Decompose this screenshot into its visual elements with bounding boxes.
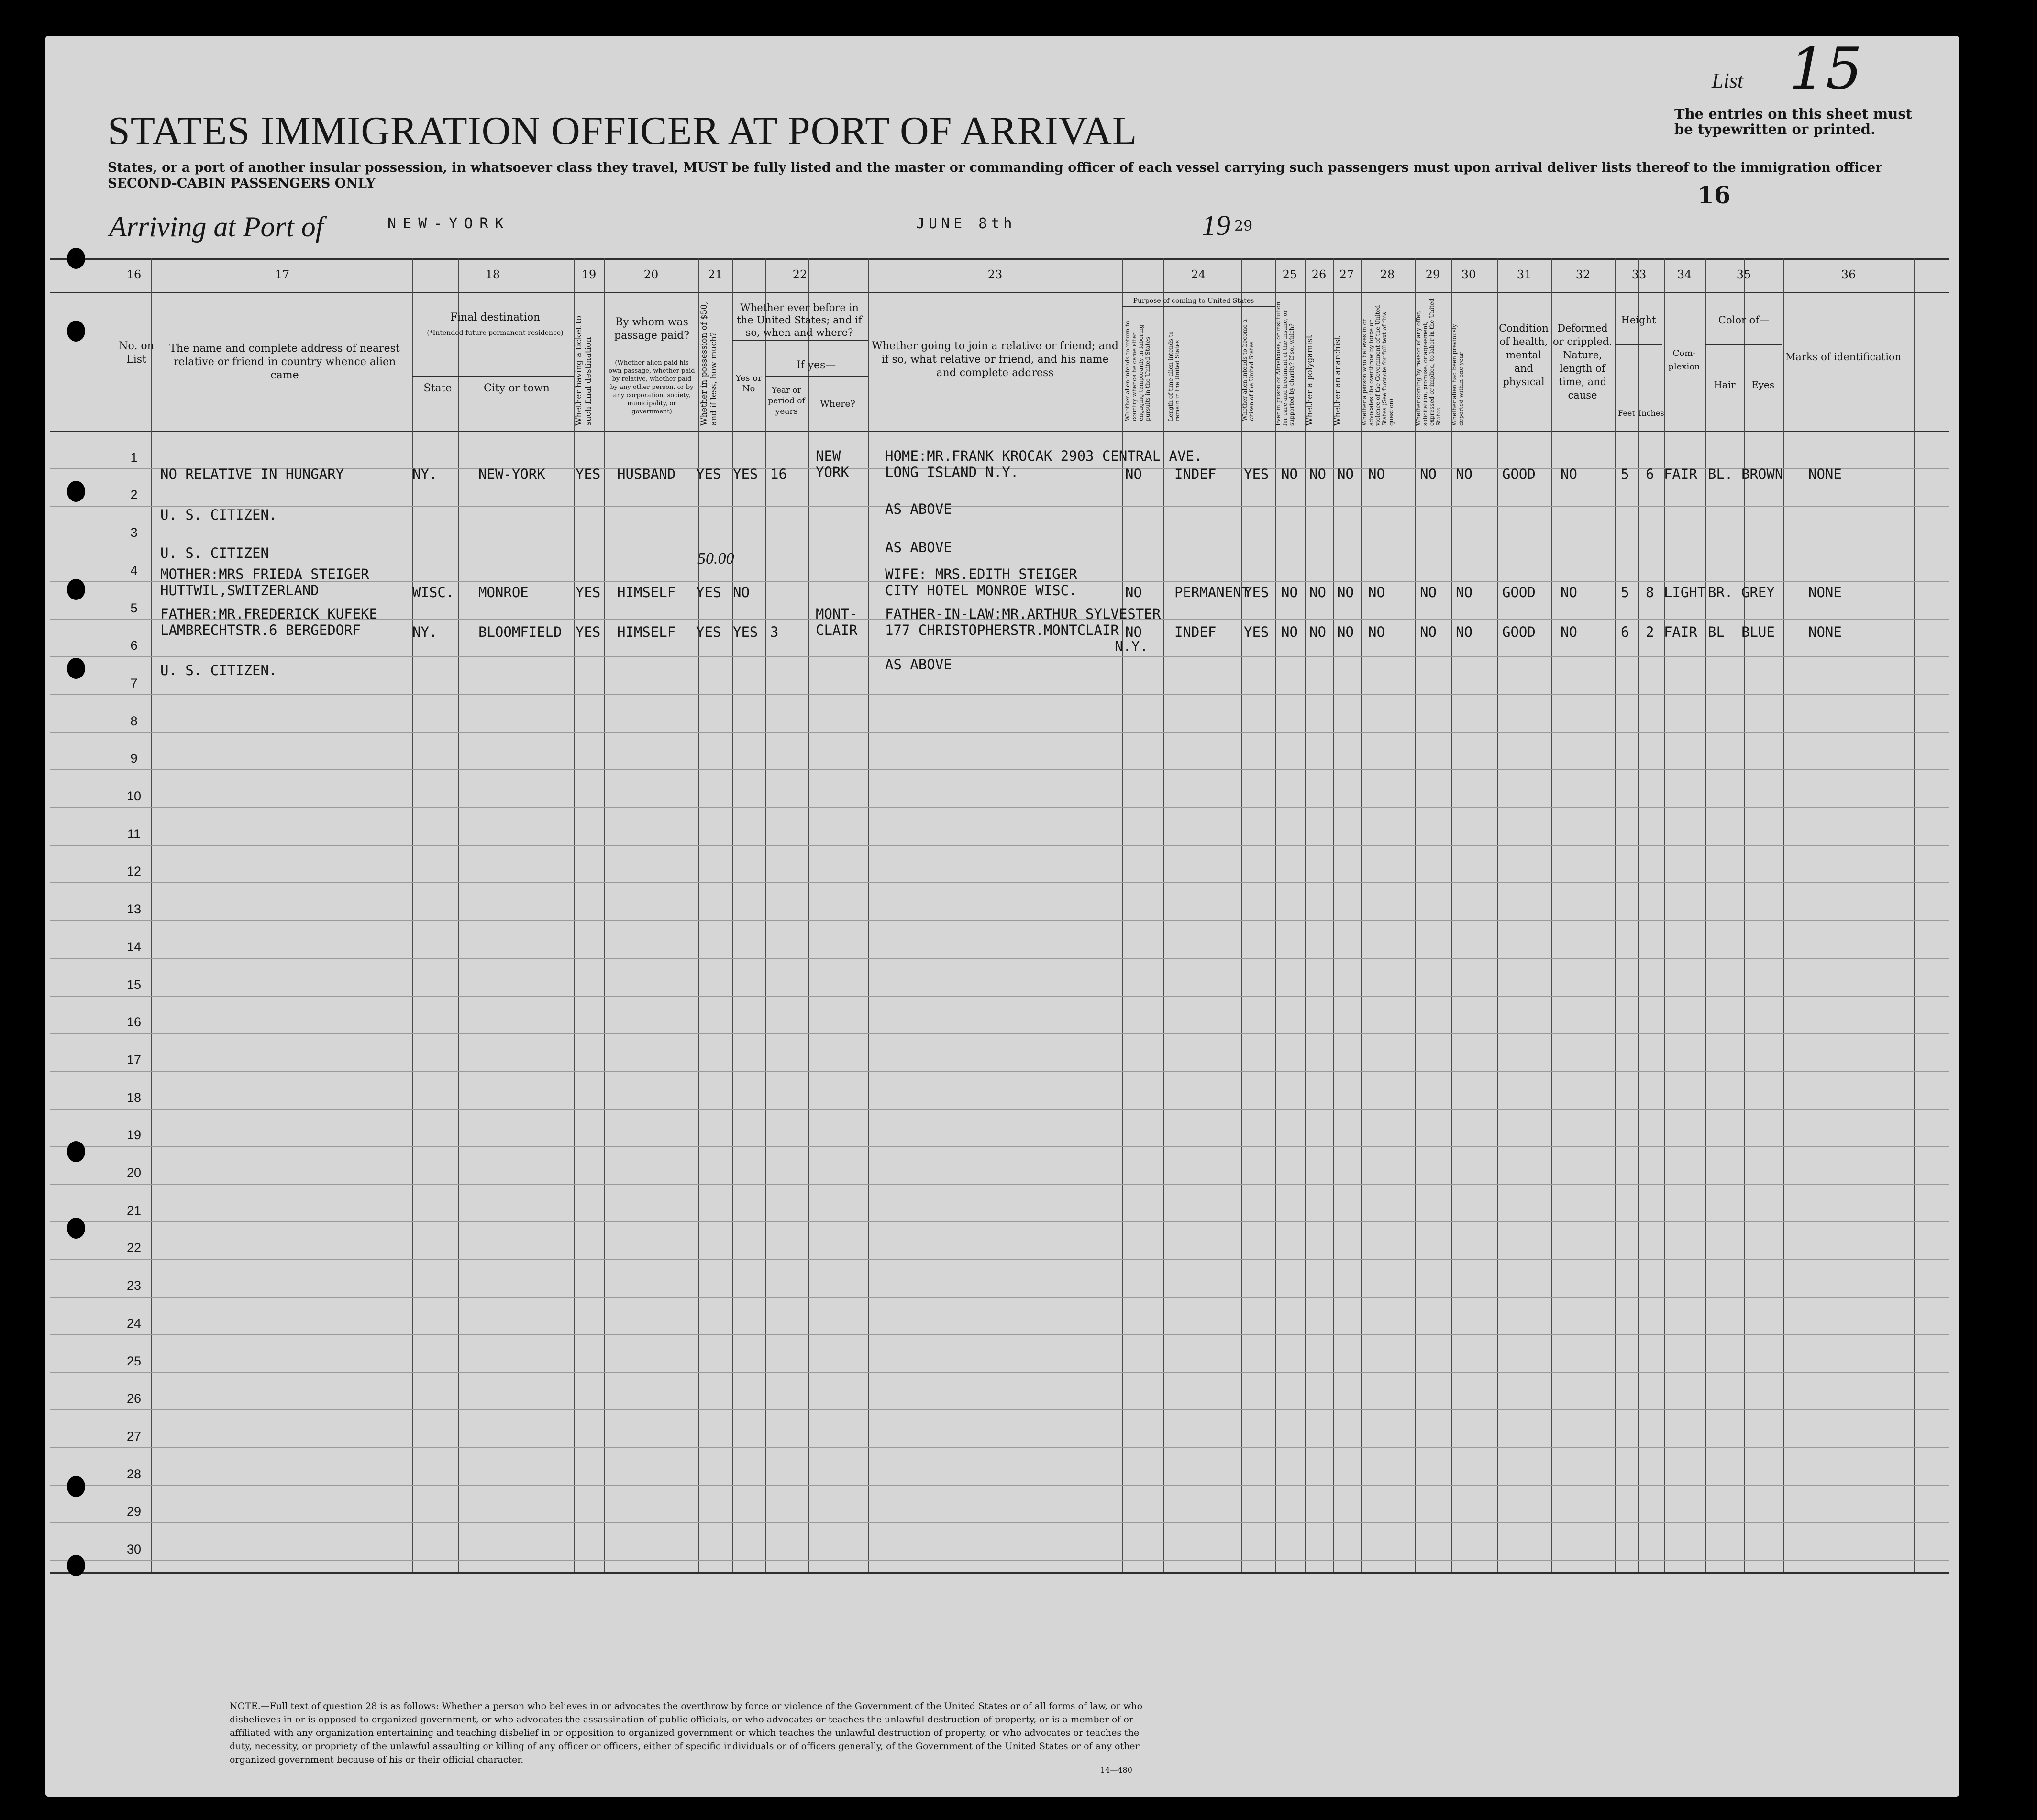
instructions-line-2: SECOND-CABIN PASSENGERS ONLY [108,176,376,191]
cell-eyes: BROWN [1741,466,1783,482]
column-number: 17 [275,268,290,281]
row-line [50,694,1949,695]
instructions-line-1: States, or a port of another insular possession, in whatsoever class they travel, MUST be fully listed and the master or commanding officer of each vessel carrying such passengers must upon arrival deliver lists thereof to the immigration officer [108,160,1882,175]
cell-marks: NONE [1808,584,1842,600]
row-number: 20 [126,1165,142,1180]
cell-deformed: NO [1561,624,1577,640]
cell-where: MONT- [816,606,858,622]
header-anarchist: Whether an anarchist [1333,336,1342,426]
cell-years: 3 [770,624,779,640]
row-number: 9 [130,751,138,766]
column-divider [1744,258,1745,1572]
cell-q30: NO [1456,584,1472,600]
cell-relative-line2: LAMBRECHTSTR.6 BERGEDORF [160,622,361,638]
purpose-split [1122,306,1275,307]
form-code: 14—480 [1100,1765,1132,1775]
row-line [50,958,1949,959]
column-divider [732,258,733,1572]
cell-complexion: FAIR [1664,466,1697,482]
binder-hole [67,481,85,502]
cell-inches: 2 [1646,624,1654,640]
cell-health: GOOD [1502,624,1536,640]
cell-joining-line3: N.Y. [1115,638,1148,655]
header-city: City or town [484,382,550,394]
header-purpose-return: Whether alien intends to return to country whence he came after engaging temporarily in laboring pursuits in the United States [1124,321,1151,421]
cell-relative: U. S. CITIZEN. [160,662,277,678]
table-bottom-border [50,1572,1949,1574]
column-divider [604,258,605,1572]
color-split [1705,344,1782,345]
row-number: 16 [126,1015,142,1030]
cell-passage: HUSBAND [617,466,676,482]
row-number: 10 [126,789,142,803]
column-number: 26 [1311,268,1327,281]
column-divider [1275,258,1276,1572]
row-line [50,1522,1949,1523]
header-marks: Marks of identification [1785,351,1902,363]
column-divider [458,258,459,1572]
cell-fifty: YES [696,466,721,482]
arrival-date: JUNE 8th [916,215,1016,232]
cell-ticket: YES [576,584,601,600]
row-number: 24 [126,1316,142,1331]
cell-q30: NO [1456,466,1472,482]
header-joining: Whether going to join a relative or friend; and if so, what relative or friend, and his name and complete address [872,340,1118,379]
row-number: 5 [130,600,138,615]
column-divider [1451,258,1452,1572]
row-number: 29 [126,1504,142,1519]
header-complexion: Com-plexion [1668,348,1700,372]
cell-inches: 6 [1646,466,1654,482]
final-destination-split [412,376,574,377]
cell-fifty: YES [696,624,721,640]
cell-feet: 6 [1621,624,1629,640]
cell-q28: NO [1368,466,1385,482]
cell-return: NO [1125,584,1142,600]
header-q30: Whether alien had been previously deported within one year [1451,324,1464,426]
header-state: State [423,382,452,394]
header-purpose: Purpose of coming to United States [1133,297,1254,305]
column-number: 30 [1461,268,1476,281]
row-number: 2 [130,488,138,502]
cell-complexion: FAIR [1664,624,1697,640]
cell-anarchist: NO [1337,584,1354,600]
cell-polygamist: NO [1309,466,1326,482]
list-number: 15 [1789,36,1862,102]
column-divider [1705,258,1706,1572]
cell-joining-line2: 177 CHRISTOPHERSTR.MONTCLAIR [885,622,1119,638]
row-number: 30 [126,1542,142,1556]
header-deformed: Deformed or crippled. Nature, length of time, and cause [1552,322,1613,401]
cell-joining: FATHER-IN-LAW:MR.ARTHUR SYLVESTER [885,606,1161,622]
column-divider [1241,258,1242,1572]
cell-before: YES [733,624,758,640]
binder-hole [67,1141,85,1162]
binder-hole [67,1555,85,1576]
row-number: 13 [126,902,142,917]
header-purpose-length: Length of time alien intends to remain in the United States [1167,331,1181,421]
footnote: NOTE.—Full text of question 28 is as follows: Whether a person who believes in or advocates the overthrow by force or violence of the Government of the United States or of all forms of law, or who disbelieves in or is opposed to organized government, or who advocates the assassination of public officials, or who advocates or teaches the unlawful destruction of property, or is a member of or affiliated with any organization entertaining and teaching disbelief in or opposition to organized government or which teaches the unlawful destruction of property, or who advocates or teaches the duty, necessity, or propriety of the unlawful assaulting or killing of any officer or officers, either of specific individuals or of officers generally, of the Government of the United States or of any other organized government because of his or their official character. [230,1701,1143,1765]
row-number: 7 [130,676,138,690]
before-us-split [732,340,868,341]
cell-where-line2: YORK [816,464,849,480]
cell-ticket: YES [576,466,601,482]
row-line [50,1109,1949,1110]
binder-hole [67,658,85,679]
header-fifty-dollars: Whether in possession of $50, and if less, how much? [699,301,719,426]
row-number: 21 [126,1203,142,1218]
cell-deformed: NO [1561,584,1577,600]
cell-q29: NO [1420,466,1437,482]
row-line [50,1334,1949,1335]
cell-state: WISC. [412,584,454,600]
column-divider [1333,258,1334,1572]
cell-city: BLOOMFIELD [478,624,562,640]
column-divider [698,258,699,1572]
cell-complexion: LIGHT [1664,584,1706,600]
row-number: 28 [126,1466,142,1481]
column-number: 29 [1425,268,1440,281]
cell-eyes: GREY [1741,584,1775,600]
header-q29: Whether coming by reason of any offer, solicitation, promise, or agreement, expressed or implied, to labor in the United States [1415,298,1442,426]
page-number: 16 [1697,181,1731,209]
header-passage-note: (Whether alien paid his own passage, whether paid by relative, whether paid by any other person, or by any corporation, society, municipality, or government) [609,359,695,415]
binder-hole [67,1218,85,1239]
cell-before: YES [733,466,758,482]
cell-q30: NO [1456,624,1472,640]
manifest-sheet [45,36,1959,1797]
cell-relative: U. S. CITIZEN [160,545,269,561]
binder-hole [67,321,85,342]
cell-anarchist: NO [1337,624,1354,640]
header-relative: The name and complete address of nearest relative or friend in country whence alien came [169,343,400,381]
column-number: 32 [1575,268,1591,281]
year-suffix: 29 [1234,218,1253,234]
row-number: 19 [126,1128,142,1143]
header-yes-no: Yes or No [735,373,762,394]
cell-state: NY. [412,624,438,640]
header-before-us: Whether ever before in the United States; and if so, when and where? [737,302,862,338]
row-line [50,1221,1949,1222]
cell-length: INDEF [1174,624,1217,640]
row-line [50,996,1949,997]
cell-anarchist: NO [1337,466,1354,482]
column-divider [1305,258,1306,1572]
column-divider [1638,258,1639,1572]
row-line [50,1071,1949,1072]
cell-city: MONROE [478,584,529,600]
column-number: 21 [708,268,723,281]
header-height: Height [1621,314,1656,326]
year-prefix: 19 [1202,210,1230,241]
row-number: 26 [126,1391,142,1406]
row-line [50,845,1949,846]
cell-prison: NO [1281,624,1298,640]
cell-marks: NONE [1808,624,1842,640]
header-purpose-citizen: Whether alien intends to become a citizen of the United States [1241,319,1255,421]
header-hair: Hair [1714,379,1736,390]
page-title: STATES IMMIGRATION OFFICER AT PORT OF ARRIVAL [108,109,1138,153]
cell-relative-line2: HUTTWIL,SWITZERLAND [160,582,319,599]
header-q28: Whether a person who believes in or advocates the overthrow by force or violence of the Government of the United States (See footnote for full text of this question) [1361,305,1395,426]
column-divider [765,258,766,1572]
cell-eyes: BLUE [1741,624,1775,640]
cell-joining: AS ABOVE [885,656,952,673]
header-final-destination-note: (*Intended future permanent residence) [427,329,564,337]
column-number: 23 [987,268,1003,281]
cell-hair: BL. [1708,466,1733,482]
cell-prison: NO [1281,584,1298,600]
row-number: 6 [130,638,138,653]
column-number: 28 [1380,268,1395,281]
column-number: 27 [1339,268,1354,281]
cell-joining: WIFE: MRS.EDITH STEIGER [885,566,1077,582]
cell-polygamist: NO [1309,624,1326,640]
cell-citizen: YES [1244,466,1269,482]
header-feet: Feet [1618,409,1635,418]
row-line [50,1259,1949,1260]
column-number: 35 [1736,268,1751,281]
column-number: 19 [581,268,597,281]
cell-prison: NO [1281,466,1298,482]
row-number: 18 [126,1090,142,1105]
cell-citizen: YES [1244,584,1269,600]
cell-return: NO [1125,466,1142,482]
entries-note: The entries on this sheet must be typewritten or printed. [1674,106,1913,137]
column-divider [868,258,869,1572]
binder-hole [67,248,85,269]
column-number: 24 [1191,268,1206,281]
header-eyes: Eyes [1751,379,1774,390]
header-final-destination: Final destination [450,311,541,323]
header-ticket: Whether having a ticket to such final destination [574,315,593,426]
row-number: 11 [127,826,141,841]
cell-feet: 5 [1621,584,1629,600]
row-line [50,1372,1949,1373]
header-inches: Inches [1638,409,1664,418]
arrival-port: NEW-YORK [387,215,510,232]
cell-citizen: YES [1244,624,1269,640]
column-number: 25 [1282,268,1297,281]
row-line [50,732,1949,733]
column-divider [412,258,413,1572]
cell-where-line2: CLAIR [816,622,858,638]
row-number: 17 [126,1052,142,1067]
column-number: 18 [485,268,500,281]
list-label: List [1712,69,1744,92]
row-line [50,1297,1949,1298]
cell-deformed: NO [1561,466,1577,482]
cell-joining: HOME:MR.FRANK KROCAK 2903 CENTRAL AVE. [885,448,1203,464]
cell-hair: BL [1708,624,1725,640]
cell-q28: NO [1368,624,1385,640]
cell-relative: NO RELATIVE IN HUNGARY [160,466,344,482]
cell-city: NEW-YORK [478,466,545,482]
row-line [50,807,1949,808]
header-health: Condition of health, mental and physical [1499,322,1549,388]
column-divider [574,258,575,1572]
cell-ticket: YES [576,624,601,640]
row-line [50,1033,1949,1034]
binder-hole [67,1476,85,1497]
row-number: 8 [130,713,138,728]
row-line [50,656,1949,657]
column-number: 20 [643,268,659,281]
arriving-label: Arriving at Port of [109,211,324,243]
cell-marks: NONE [1808,466,1842,482]
column-divider [1497,258,1498,1572]
column-number: 31 [1517,268,1532,281]
cell-where: NEW [816,448,841,464]
cell-years: 16 [770,466,787,482]
column-number: 34 [1677,268,1692,281]
if-yes-split [765,376,868,377]
column-divider [1664,258,1665,1572]
cell-feet: 5 [1621,466,1629,482]
header-passage: By whom was passage paid? [614,316,690,342]
cell-hair: BR. [1708,584,1733,600]
cell-passage: HIMSELF [617,624,676,640]
cell-relative: FATHER:MR.FREDERICK KUFEKE [160,606,377,622]
row-line [50,769,1949,770]
row-line [50,1485,1949,1486]
column-divider [1361,258,1362,1572]
header-year-period: Year or period of years [768,386,805,416]
row-number: 15 [126,977,142,992]
row-number: 25 [126,1354,142,1368]
column-number: 16 [126,268,142,281]
cell-fifty-note: 50.00 [697,550,734,567]
cell-health: GOOD [1502,466,1536,482]
column-divider [1415,258,1416,1572]
row-number: 27 [126,1429,142,1443]
column-divider [1914,258,1915,1572]
row-number: 4 [130,563,138,577]
binder-hole [67,579,85,600]
row-line [50,506,1949,507]
header-color-of: Color of— [1718,314,1770,326]
cell-relative: MOTHER:MRS FRIEDA STEIGER [160,566,369,582]
row-line [50,1184,1949,1185]
cell-before: NO [733,584,750,600]
row-line [50,920,1949,921]
cell-q29: NO [1420,584,1437,600]
row-number: 1 [130,450,138,465]
row-number: 12 [126,864,142,879]
cell-joining-line2: CITY HOTEL MONROE WISC. [885,582,1077,599]
cell-length: INDEF [1174,466,1217,482]
column-number: 36 [1841,268,1856,281]
header-polygamist: Whether a polygamist [1305,335,1315,426]
column-number: 33 [1631,268,1647,281]
cell-joining-line2: LONG ISLAND N.Y. [885,464,1019,480]
column-number: 22 [792,268,808,281]
cell-polygamist: NO [1309,584,1326,600]
row-number: 3 [130,525,138,540]
row-number: 23 [126,1278,142,1293]
cell-q28: NO [1368,584,1385,600]
row-line [50,882,1949,883]
header-prison: Ever in prison or Almshouse, or institution for care and treatment of the insane, or supported by charity? If so, which? [1275,301,1295,426]
column-divider [1783,258,1784,1572]
cell-length: PERMANENT [1174,584,1250,600]
column-divider [1551,258,1552,1572]
cell-inches: 8 [1646,584,1654,600]
row-number: 22 [126,1241,142,1255]
header-no-on-list: No. on List [119,340,154,366]
row-line [50,1447,1949,1448]
cell-q29: NO [1420,624,1437,640]
row-line [50,1146,1949,1147]
column-divider [808,258,809,1572]
cell-state: NY. [412,466,438,482]
column-divider [1615,258,1616,1572]
cell-joining: AS ABOVE [885,501,952,517]
header-if-yes: If yes— [796,359,836,371]
cell-joining: AS ABOVE [885,539,952,555]
row-line [50,1409,1949,1410]
cell-passage: HIMSELF [617,584,676,600]
cell-return: NO [1125,624,1142,640]
row-line [50,1560,1949,1561]
cell-fifty: YES [696,584,721,600]
cell-health: GOOD [1502,584,1536,600]
header-where: Where? [820,399,855,409]
cell-relative: U. S. CITIZEN. [160,507,277,523]
row-number: 14 [126,939,142,954]
height-split [1615,344,1662,345]
